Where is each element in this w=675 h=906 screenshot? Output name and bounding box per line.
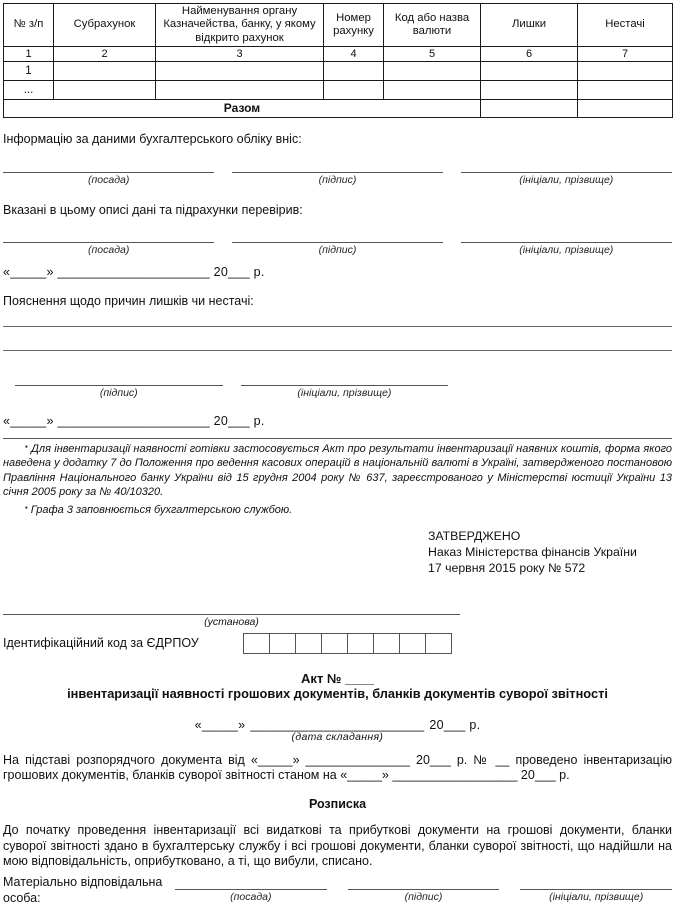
table-cell <box>578 80 673 99</box>
table-cell <box>578 61 673 80</box>
receipt-title: Розписка <box>308 796 367 811</box>
edrpou-row <box>3 633 672 654</box>
table-cell <box>481 61 578 80</box>
numbering-cell: 7 <box>578 46 673 61</box>
table-cell <box>384 61 481 80</box>
edrpou-cell <box>347 633 374 654</box>
numbering-cell: 2 <box>54 46 156 61</box>
signature-line-name: (ініціали, прізвище) <box>461 242 672 256</box>
section-checked: Вказані в цьому описі дані та підрахунки перевірив: <box>3 202 303 217</box>
explanation-blank-line <box>3 350 672 351</box>
edrpou-label: Ідентифікаційний код за ЄДРПОУ <box>3 636 199 651</box>
edrpou-cell <box>295 633 322 654</box>
edrpou-cell <box>243 633 270 654</box>
col-header-subaccount: Субрахунок <box>54 4 156 47</box>
signature-row-entered <box>3 172 672 186</box>
institution-line: (установа) <box>3 614 460 628</box>
act-subtitle: інвентаризації наявності грошових документів, бланків документів суворої звітності <box>67 685 608 701</box>
table-cell <box>384 80 481 99</box>
signature-line-position: (посада) <box>3 172 214 186</box>
signature-line-name: (ініціали, прізвище) <box>461 172 672 186</box>
col-header-npp: № з/п <box>4 4 54 47</box>
section-explanation: Пояснення щодо причин лишків чи нестачі: <box>3 294 254 309</box>
approval-order: Наказ Міністерства фінансів України <box>428 545 637 560</box>
footnote-separator <box>3 438 672 439</box>
numbering-cell: 4 <box>324 46 384 61</box>
signature-row-explanation <box>3 385 672 399</box>
col-header-currency: Код або назва валюти <box>384 4 481 47</box>
approval-stamp: ЗАТВЕРДЖЕНО <box>428 529 521 544</box>
signature-line-position: (посада) <box>3 242 214 256</box>
responsible-person-signatures <box>175 889 672 906</box>
table-header-row <box>4 4 673 47</box>
signature-line-signature: (підпис) <box>348 889 500 906</box>
date-line-explanation: «_____» _____________________ 20___ р. <box>3 413 265 428</box>
numbering-cell: 6 <box>481 46 578 61</box>
paragraph-basis: На підставі розпорядчого документа від «_____» _______________ 20___ р. № __ проведено інвентаризацію грошових документів, бланків суворої звітності станом на «_____» __________________ 20___ р. <box>3 752 672 783</box>
footnote-marker: ▪ <box>25 441 28 451</box>
date-blank-stack <box>250 718 424 743</box>
table-cell: 1 <box>4 61 54 80</box>
signature-line-position: (посада) <box>175 889 327 906</box>
inventory-table <box>3 3 673 118</box>
edrpou-cell <box>373 633 400 654</box>
edrpou-code-grid <box>243 633 452 654</box>
table-row <box>4 61 673 80</box>
signature-line-signature: (підпис) <box>232 172 443 186</box>
table-cell <box>324 61 384 80</box>
numbering-cell: 3 <box>156 46 324 61</box>
edrpou-cell <box>269 633 296 654</box>
table-cell <box>156 80 324 99</box>
footnote-cash-act <box>3 442 672 500</box>
col-header-account-number: Номер рахунку <box>324 4 384 47</box>
signature-line-signature: (підпис) <box>15 385 223 399</box>
date-quote: «_____» <box>194 717 246 732</box>
table-cell <box>156 61 324 80</box>
responsible-person-row <box>3 874 672 906</box>
table-cell <box>481 80 578 99</box>
numbering-cell: 5 <box>384 46 481 61</box>
date-blank: ________________________ <box>250 717 425 732</box>
table-total-row <box>4 99 673 117</box>
table-cell <box>54 80 156 99</box>
date-line-checked: «_____» _____________________ 20___ р. <box>3 265 265 280</box>
footnote-marker: ▪ <box>25 502 28 512</box>
act-title: Акт № ____ <box>301 670 374 686</box>
footnote-text: Для інвентаризації наявності готівки застосовується Акт про результати інвентаризації наявних коштів, форма якого наведена у додатку 7 до Положення про ведення касових операцій в національній валюті в Україні, затвердженого постановою Правління Національного банку України від 15 грудня 2004 року № 637, зареєстрованого у Міністерстві юстиції України 13 січня 2005 року за № 40/10320. <box>3 442 672 499</box>
total-label-cell: Разом <box>4 99 481 117</box>
footnote-column3 <box>3 503 672 518</box>
edrpou-cell <box>321 633 348 654</box>
numbering-cell: 1 <box>4 46 54 61</box>
table-cell: ... <box>4 80 54 99</box>
section-info-entered: Інформацію за даними бухгалтерського обліку вніс: <box>3 131 302 146</box>
signature-row-checked <box>3 242 672 256</box>
explanation-blank-line <box>3 326 672 327</box>
paragraph-receipt: До початку проведення інвентаризації всі видаткові та прибуткові документи на грошові документи, бланки суворої звітності здано в бухгалтерську службу і всі грошові документи, бланки суворої звітності, що надійшли на мою відповідальність, оприбутковано, а ті, що вибули, списано. <box>3 822 672 869</box>
col-header-treasury-name: Найменування органу Казначейства, банку, у якому відкрито рахунок <box>156 4 324 47</box>
date-year: 20___ р. <box>429 717 481 732</box>
edrpou-cell <box>425 633 452 654</box>
table-numbering-row <box>4 46 673 61</box>
table-cell <box>54 61 156 80</box>
footnote-text: Графа 3 заповнюється бухгалтерською службою. <box>30 503 293 516</box>
table-cell <box>324 80 384 99</box>
col-header-surplus: Лишки <box>481 4 578 47</box>
signature-line-name: (ініціали, прізвище) <box>520 889 672 906</box>
approval-order-date: 17 червня 2015 року № 572 <box>428 560 586 575</box>
edrpou-cell <box>399 633 426 654</box>
act-date-line <box>3 718 672 743</box>
responsible-person-label: Матеріально відповідальна особа: <box>3 874 163 906</box>
date-composed-label: (дата складання) <box>291 730 384 743</box>
total-surplus-cell <box>481 99 578 117</box>
signature-line-name: (ініціали, прізвище) <box>241 385 449 399</box>
approval-block <box>428 529 672 576</box>
total-shortage-cell <box>578 99 673 117</box>
signature-line-signature: (підпис) <box>232 242 443 256</box>
col-header-shortage: Нестачі <box>578 4 673 47</box>
table-row <box>4 80 673 99</box>
